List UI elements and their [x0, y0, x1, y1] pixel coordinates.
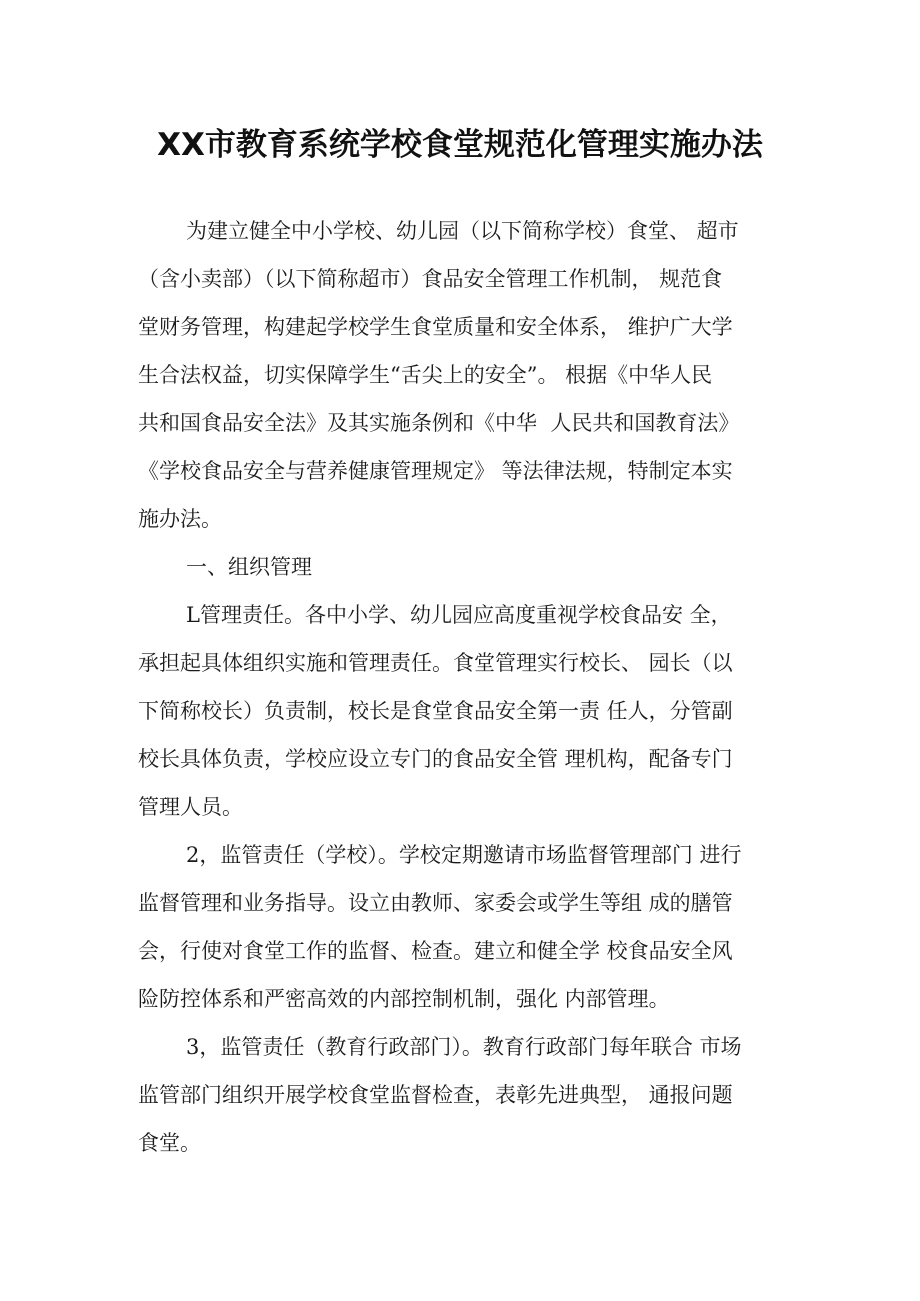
paragraph-line: 3，监管责任（教育行政部门）。教育行政部门每年联合 市场: [186, 1035, 742, 1059]
paragraph-line: 为建立健全中小学校、幼儿园（以下简称学校）食堂、 超市: [186, 219, 739, 243]
paragraph-line: 共和国食品安全法》及其实施条例和《中华 人民共和国教育法》: [138, 411, 740, 435]
paragraph-line: 校长具体负责，学校应设立专门的食品安全管 理机构，配备专门: [138, 747, 733, 771]
paragraph-line: （含小卖部）（以下简称超市）食品安全管理工作机制， 规范食: [138, 267, 723, 291]
paragraph-line: L管理责任。各中小学、幼儿园应高度重视学校食品安 全，: [186, 603, 732, 627]
paragraph-line: 险防控体系和严密高效的内部控制机制，强化 内部管理。: [138, 987, 670, 1011]
paragraph-line: 管理人员。: [138, 795, 243, 819]
paragraph-line: 监督管理和业务指导。设立由教师、家委会或学生等组 成的膳管: [138, 891, 733, 915]
section-heading: 一、组织管理: [186, 555, 312, 579]
paragraph-line: 监管部门组织开展学校食堂监督检查，表彰先进典型， 通报问题: [138, 1083, 733, 1107]
document-title: XX市教育系统学校食堂规范化管理实施办法: [157, 127, 763, 163]
paragraph-line: 2，监管责任（学校）。学校定期邀请市场监督管理部门 进行: [186, 843, 742, 867]
paragraph-line: 下简称校长）负责制，校长是食堂食品安全第一责 任人，分管副: [138, 699, 733, 723]
paragraph-line: 生合法权益，切实保障学生“舌尖上的安全”。 根据《中华人民: [138, 363, 713, 387]
paragraph-line: 食堂。: [138, 1131, 201, 1155]
paragraph-line: 堂财务管理，构建起学校学生食堂质量和安全体系， 维护广大学: [138, 315, 733, 339]
paragraph-line: 承担起具体组织实施和管理责任。食堂管理实行校长、 园长（以: [138, 651, 733, 675]
paragraph-line: 会，行使对食堂工作的监督、检查。建立和健全学 校食品安全风: [138, 939, 733, 963]
paragraph-line: 施办法。: [138, 507, 222, 531]
paragraph-line: 《学校食品安全与营养健康管理规定》 等法律法规，特制定本实: [138, 459, 733, 483]
